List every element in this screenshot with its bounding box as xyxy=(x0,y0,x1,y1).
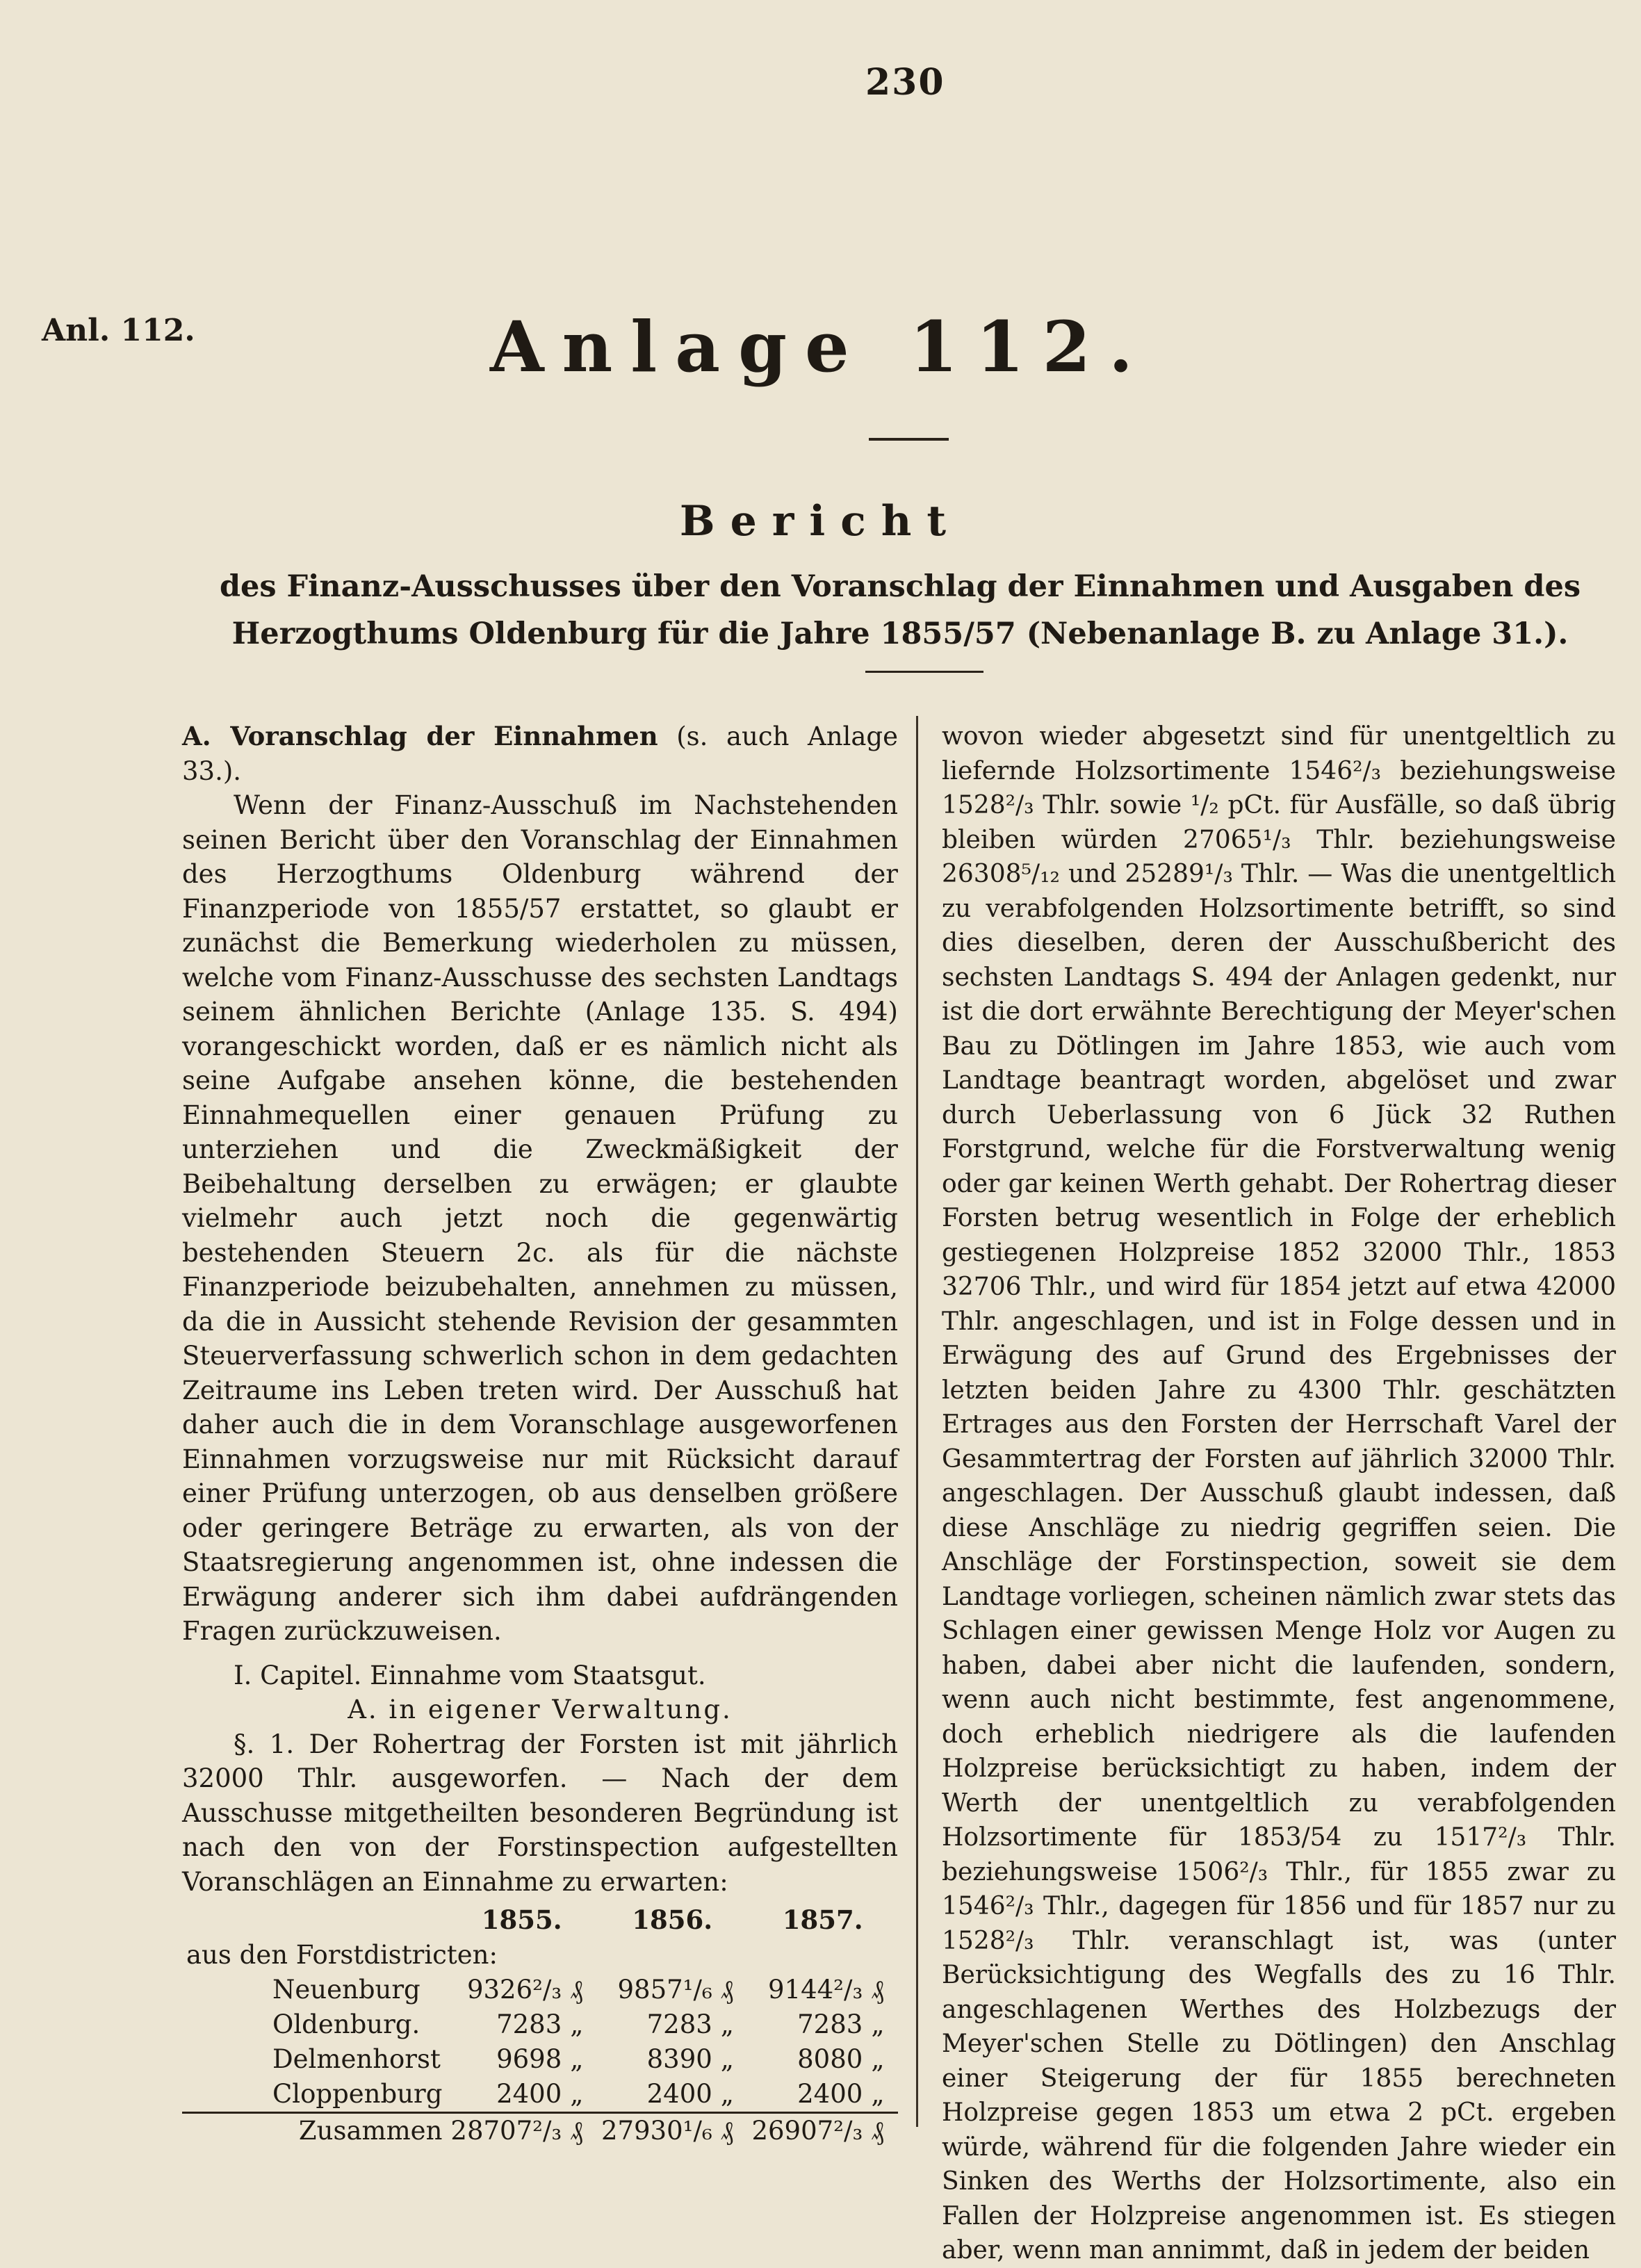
districts-label: aus den Forstdistricten: xyxy=(186,1940,498,1971)
subtitle-rule xyxy=(865,671,983,673)
value-cell: 9144²/₃ xyxy=(768,1975,863,2005)
unit-cell: ₰ xyxy=(720,1975,734,2005)
report-subtitle: des Finanz-Ausschusses über den Voranschlag der Einnahmen und Ausgaben des Herzogthums Oldenburg für die Jahre 1855/57 (Nebenanlage B. zu Anlage 31.). xyxy=(219,569,1581,651)
unit-cell: ₰ xyxy=(871,1975,884,2005)
table-row xyxy=(182,2077,898,2113)
unit-cell: „ xyxy=(570,2044,584,2075)
value-cell: 7283 xyxy=(797,2009,863,2040)
table-label-row xyxy=(182,1938,898,1973)
margin-note: Anl. 112. xyxy=(42,313,195,348)
section-a-bold: A. Voranschlag der Einnahmen xyxy=(182,721,658,751)
district-name: Delmenhorst xyxy=(272,2044,441,2075)
bericht-heading: Bericht xyxy=(679,497,962,546)
value-cell: 7283 xyxy=(496,2009,562,2040)
unit-cell: „ xyxy=(570,2009,584,2040)
forest-table xyxy=(182,1903,898,2148)
district-name: Cloppenburg xyxy=(272,2079,443,2110)
unit-cell: „ xyxy=(570,2079,584,2110)
value-cell: 9326²/₃ xyxy=(466,1975,562,2005)
unit-cell: ₰ xyxy=(717,2113,748,2149)
table-sum-row xyxy=(182,2113,898,2149)
sum-value: 27930¹/₆ xyxy=(597,2113,717,2149)
subheading: A. in eigener Verwaltung. xyxy=(348,1695,733,1724)
section-a-heading xyxy=(182,719,898,788)
unit-cell: ₰ xyxy=(566,2113,597,2149)
value-cell: 9698 xyxy=(496,2044,562,2075)
sum-value: 28707²/₃ xyxy=(446,2113,566,2149)
table-header-row xyxy=(182,1903,898,1938)
column-divider xyxy=(916,716,918,2127)
right-paragraph: wovon wieder abgesetzt sind für unentgeltlich zu liefernde Holzsortimente 1546²/₃ beziehungsweise 1528²/₃ Thlr. sowie ¹/₂ pCt. für Ausfälle, so daß übrig bleiben würden 27065¹/₃ Thlr. beziehungsweise 26308⁵/₁₂ und 25289¹/₃ Thlr. — Was die unentgeltlich zu verabfolgenden Holzsortimente betrifft, so sind dies dieselben, deren der Ausschußbericht des sechsten Landtags S. 494 der Anlagen gedenkt, nur ist die dort erwähnte Berechtigung der Meyer'schen Bau zu Dötlingen im Jahre 1853, wie auch vom Landtage beantragt worden, abgelöset und zwar durch Ueberlassung von 6 Jück 32 Ruthen Forstgrund, welche für die Forstverwaltung wenig oder gar keinen Werth gehabt. Der Rohertrag dieser Forsten betrug wesentlich in Folge der erheblich gestiegenen Holzpreise 1852 32000 Thlr., 1853 32706 Thlr., und wird für 1854 jetzt auf etwa 42000 Thlr. angeschlagen, und ist in Folge dessen und in Erwägung des auf Grund des Ergebnisses der letzten beiden Jahre zu 4300 Thlr. geschätzten Ertrages aus den Forsten der Herrschaft Varel der Gesammtertrag der Forsten auf jährlich 32000 Thlr. angeschlagen. Der Ausschuß glaubt indessen, daß diese Anschläge zu niedrig gegriffen seien. Die Anschläge der Forstinspection, soweit sie dem Landtage vorliegen, scheinen nämlich zwar stets das Schlagen einer gewissen Menge Holz vor Augen zu haben, dabei aber nicht die laufenden, sondern, wenn auch nicht bestimmte, fest angenommene, doch erheblich niedrigere als die laufenden Holzpreise berücksichtigt zu haben, indem der Werth der unentgeltlich zu verabfolgenden Holzsortimente für 1853/54 zu 1517²/₃ Thlr. beziehungsweise 1506²/₃ Thlr., für 1855 zwar zu 1546²/₃ Thlr., dagegen für 1856 und für 1857 nur zu 1528²/₃ Thlr. veranschlagt ist, was (unter Berücksichtigung des Wegfalls des zu 16 Thlr. angeschlagenen Werthes des Holzbezugs der Meyer'schen Stelle zu Dötlingen) den Anschlag einer Steigerung der für 1855 berechneten Holzpreise gegen 1853 um etwa 2 pCt. ergeben würde, während für die folgenden Jahre wieder ein Sinken des Werths der Holzsortimente, also ein Fallen der Holzpreise angenommen ist. Es stiegen aber, wenn man annimmt, daß in jedem der beiden xyxy=(942,722,1616,2265)
value-cell: 2400 xyxy=(496,2079,562,2110)
value-cell: 8390 xyxy=(646,2044,712,2075)
right-column xyxy=(942,719,1616,2268)
year-header: 1856. xyxy=(632,1904,713,1936)
value-cell: 9857¹/₆ xyxy=(617,1975,712,2005)
sum-label: Zusammen xyxy=(182,2113,446,2149)
unit-cell: „ xyxy=(720,2044,734,2075)
anlage-title: Anlage 112. xyxy=(490,306,1151,388)
intro-paragraph: Wenn der Finanz-Ausschuß im Nachstehenden seinen Bericht über den Voranschlag der Einnahmen des Herzogthums Oldenburg während der Finanzperiode von 1855/57 erstattet, so glaubt er zunächst die Bemerkung wiederholen zu müssen, welche vom Finanz-Ausschusse des sechsten Landtags seinem ähnlichen Berichte (Anlage 135. S. 494) vorangeschickt worden, daß er es nämlich nicht als seine Aufgabe ansehen könne, die bestehenden Einnahmequellen einer genauen Prüfung zu unterziehen und die Zweckmäßigkeit der Beibehaltung derselben zu erwägen; er glaubte vielmehr auch jetzt noch die gegenwärtig bestehenden Steuern 2c. als für die nächste Finanzperiode beizubehalten, annehmen zu müssen, da die in Aussicht stehende Revision der gesammten Steuerverfassung schwerlich schon in dem gedachten Zeitraume ins Leben treten wird. Der Ausschuß hat daher auch die in dem Voranschlage ausgeworfenen Einnahmen vorzugsweise nur mit Rücksicht darauf einer Prüfung unterzogen, ob aus denselben größere oder geringere Beträge zu erwarten, als von der Staatsregierung angenommen ist, ohne indessen die Erwägung anderer sich ihm dabei aufdrängenden Fragen zurückzuweisen. xyxy=(182,790,898,1646)
left-column xyxy=(182,719,898,2148)
unit-cell: „ xyxy=(871,2009,885,2040)
year-header: 1855. xyxy=(481,1904,562,1936)
value-cell: 8080 xyxy=(797,2044,863,2075)
sum-value: 26907²/₃ xyxy=(747,2113,867,2149)
table-row xyxy=(182,2042,898,2077)
paragraph-1: §. 1. Der Rohertrag der Forsten ist mit jährlich 32000 Thlr. ausgeworfen. — Nach der dem Ausschusse mitgetheilten besonderen Begründung ist nach den von der Forstinspection aufgestellten Voranschlägen an Einnahme zu erwarten: xyxy=(182,1729,898,1897)
table-row xyxy=(182,2007,898,2042)
value-cell: 2400 xyxy=(797,2079,863,2110)
year-header: 1857. xyxy=(782,1904,863,1936)
unit-cell: „ xyxy=(720,2079,734,2110)
unit-cell: „ xyxy=(720,2009,734,2040)
district-name: Oldenburg. xyxy=(272,2009,421,2040)
table-row xyxy=(182,1973,898,2007)
chapter-heading: I. Capitel. Einnahme vom Staatsgut. xyxy=(234,1660,706,1690)
page-number: 230 xyxy=(865,61,945,104)
value-cell: 2400 xyxy=(646,2079,712,2110)
unit-cell: ₰ xyxy=(867,2113,898,2149)
unit-cell: „ xyxy=(871,2079,885,2110)
unit-cell: ₰ xyxy=(570,1975,583,2005)
title-rule xyxy=(869,438,949,441)
section-a-note: (s. auch Anlage 33.). xyxy=(182,721,898,786)
unit-cell: „ xyxy=(871,2044,885,2075)
value-cell: 7283 xyxy=(646,2009,712,2040)
district-name: Neuenburg xyxy=(272,1975,421,2005)
